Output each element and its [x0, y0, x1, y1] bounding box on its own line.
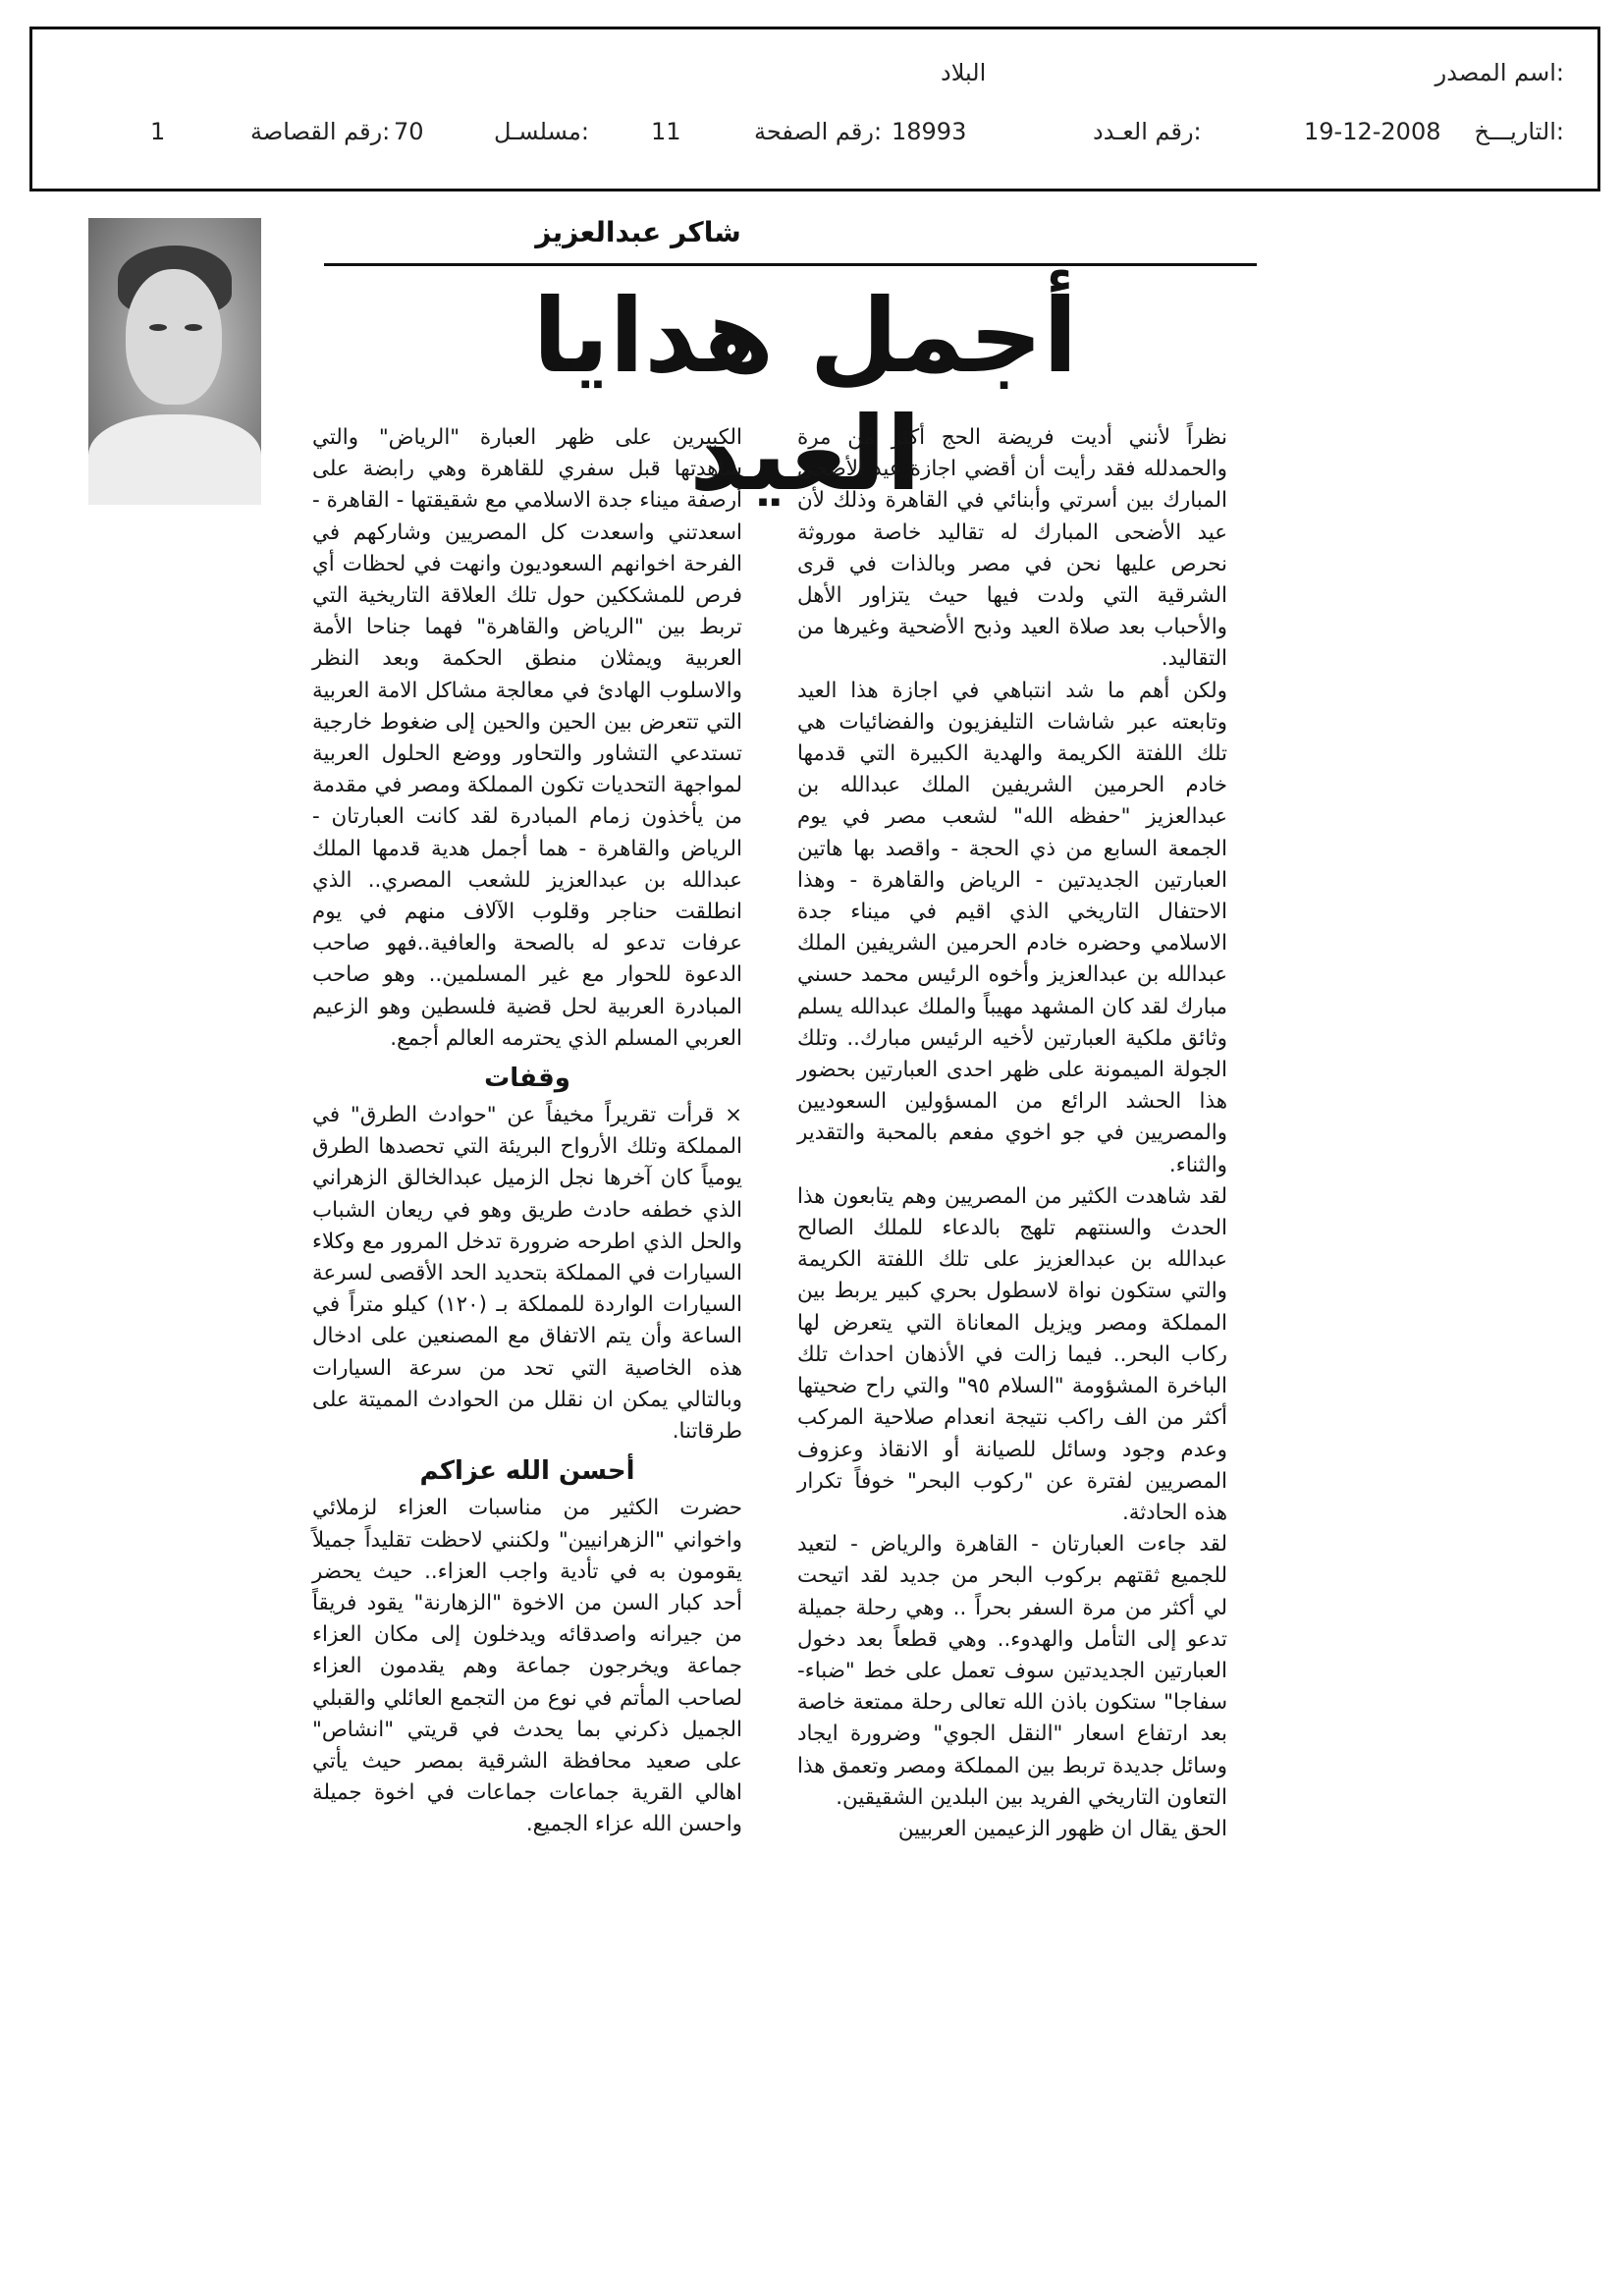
photo-eye-left — [149, 324, 167, 331]
date-label: التاريـــخ: — [1474, 118, 1564, 145]
page-value: 11 — [651, 118, 681, 145]
source-label: اسم المصدر: — [1434, 59, 1564, 86]
serial-value: 70 — [394, 118, 424, 145]
paragraph: × قرأت تقريراً مخيفاً عن "حوادث الطرق" في المملكة وتلك الأرواح البريئة التي تحصدها الطرق يومياً كان آخرها نجل الزميل عبدالخالق الزهراني الذي خطفه حادث طريق وهو في ريعان الشباب والحل الذي اطرحه ضرورة تدخل المرور مع وكلاء السيارات في المملكة بتحديد الحد الأقصى لسرعة السيارات الواردة للمملكة بـ (١٢٠) كيلو متراً في الساعة وأن يتم الاتفاق مع المصنعين على ادخال هذه الخاصية التي تحد من سرعة السيارات وبالتالي يمكن ان نقلل من الحوادث المميتة على طرقاتنا. — [312, 1103, 742, 1445]
author-byline: شاكر عبدالعزيز — [535, 216, 741, 248]
photo-shoulders — [88, 414, 261, 505]
source-value: البلاد — [941, 59, 987, 86]
paragraph: نظراً لأنني أديت فريضة الحج أكثر من مرة والحمدلله فقد رأيت أن أقضي اجازة عيد الأضحى المبارك بين أسرتي وأبنائي في القاهرة وذلك لأن عيد الأضحى المبارك له تقاليد خاصة موروثة نحرص عليها نحن في مصر وبالذات في قرى الشرقية التي ولدت فيها حيث يتزاور الأهل والأحباب بعد صلاة العيد وذبح الأضحية وغيرها من التقاليد. — [797, 425, 1227, 672]
clipping-header — [29, 27, 1600, 191]
paragraph: الحق يقال ان ظهور الزعيمين العربيين — [897, 1816, 1227, 1841]
issue-value: 18993 — [892, 118, 967, 145]
paragraph: ولكن أهم ما شد انتباهي في اجازة هذا العيد وتابعته عبر شاشات التليفزيون والفضائيات هي تلك اللفتة الكريمة والهدية الكبيرة التي قدمها خادم الحرمين الشريفين الملك عبدالله بن عبدالعزيز "حفظه الله" لشعب مصر في يوم الجمعة السابع من ذي الحجة - واقصد بها هاتين العبارتين الجديدتين - الرياض والقاهرة - وهذا الاحتفال التاريخي الذي اقيم في ميناء جدة الاسلامي وحضره خادم الحرمين الشريفين الملك عبدالله بن عبدالعزيز وأخوه الرئيس محمد حسني مبارك لقد كان المشهد مهيباً والملك عبدالله يسلم وثائق ملكية العبارتين لأخيه الرئيس مبارك.. وتلك الجولة الميمونة على ظهر احدى العبارتين بحضور هذا الحشد الرائع من المسؤولين السعوديين والمصريين في جو اخوي مفعم بالمحبة والتقدير والثناء. — [797, 678, 1227, 1177]
article-column-right — [797, 422, 1227, 1845]
issue-label: رقم العـدد: — [1093, 118, 1202, 145]
article-column-left — [312, 422, 742, 1841]
photo-eye-right — [185, 324, 202, 331]
paragraph: لقد جاءت العبارتان - القاهرة والرياض - لتعيد للجميع ثقتهم بركوب البحر من جديد لقد اتيحت لي أكثر من مرة السفر بحراً .. وهي رحلة جميلة تدعو إلى التأمل والهدوء.. وهي قطعاً بعد دخول العبارتين الجديدتين سوف تعمل على خط "ضباء- سفاجا" ستكون باذن الله تعالى رحلة ممتعة خاصة بعد ارتفاع اسعار "النقل الجوي" وضرورة ايجاد وسائل جديدة تربط بين المملكة ومصر وتعمق هذا التعاون التاريخي الفريد بين البلدين الشقيقين. — [797, 1532, 1227, 1810]
clip-label: رقم القصاصة: — [250, 118, 391, 145]
author-photo — [88, 218, 261, 505]
date-value: 19-12-2008 — [1304, 118, 1441, 145]
clip-value: 1 — [150, 118, 166, 145]
subheading-waqafat: وقفات — [484, 1064, 570, 1094]
paragraph: حضرت الكثير من مناسبات العزاء لزملائي واخواني "الزهرانيين" ولكنني لاحظت تقليداً جميلاً يقومون به في تأدية واجب العزاء.. حيث يحضر أحد كبار السن من الاخوة "الزهارنة" يقود فريقاً من جيرانه واصدقائه ويدخلون إلى مكان العزاء جماعة ويخرجون جماعة وهم يقدمون العزاء لصاحب المأتم في نوع من التجمع العائلي والقبلي الجميل ذكرني بما يحدث في قريتي "انشاص" على صعيد محافظة الشرقية بمصر حيث يأتي اهالي القرية جماعات جماعات في اخوة جميلة واحسن الله عزاء الجميع. — [312, 1496, 742, 1837]
paragraph: الكبيرين على ظهر العبارة "الرياض" والتي شاهدتها قبل سفري للقاهرة وهي رابضة على أرصفة ميناء جدة الاسلامي مع شقيقتها - القاهرة - اسعدتني واسعدت كل المصريين وشاركهم في الفرحة اخوانهم السعوديون وانهت في لحظات أي فرص للمشككين حول تلك العلاقة التاريخية التي تربط بين "الرياض والقاهرة" فهما جناحا الأمة العربية ويمثلان منطق الحكمة وبعد النظر والاسلوب الهادئ في معالجة مشاكل الامة العربية التي تتعرض بين الحين والحين إلى ضغوط خارجية تستدعي التشاور والتحاور ووضع الحلول العربية لمواجهة التحديات تكون المملكة ومصر في مقدمة من يأخذون زمام المبادرة لقد كانت العبارتان - الرياض والقاهرة - هما أجمل هدية قدمها الملك عبدالله بن عبدالعزيز للشعب المصري.. الذي انطلقت حناجر وقلوب الآلاف منهم في يوم عرفات تدعو له بالصحة والعافية..فهو صاحب الدعوة للحوار مع غير المسلمين.. وهو صاحب المبادرة العربية لحل قضية فلسطين وهو الزعيم العربي المسلم الذي يحترمه العالم أجمع. — [312, 425, 742, 1051]
photo-face — [126, 269, 222, 405]
paragraph: لقد شاهدت الكثير من المصريين وهم يتابعون هذا الحدث والسنتهم تلهج بالدعاء للملك الصالح عبدالله بن عبدالعزيز على تلك اللفتة الكريمة والتي ستكون نواة لاسطول بحري كبير يربط بين المملكة ومصر ويزيل المعاناة التي يتعرض لها ركاب البحر.. فيما زالت في الأذهان احداث تلك الباخرة المشؤومة "السلام ٩٥" والتي راح ضحيتها أكثر من الف راكب نتيجة انعدام صلاحية المركب وعدم وجود وسائل للصيانة أو الانقاذ وعزوف المصريين لفترة عن "ركوب البحر" خوفاً تكرار هذه الحادثة. — [797, 1183, 1227, 1525]
byline-rule — [324, 263, 1257, 266]
serial-label: مسلسـل: — [494, 118, 589, 145]
page-label: رقم الصفحة: — [754, 118, 883, 145]
subheading-condolences: أحسن الله عزاكم — [419, 1456, 635, 1487]
headline: أجمل هدايا العيد — [532, 276, 1078, 514]
